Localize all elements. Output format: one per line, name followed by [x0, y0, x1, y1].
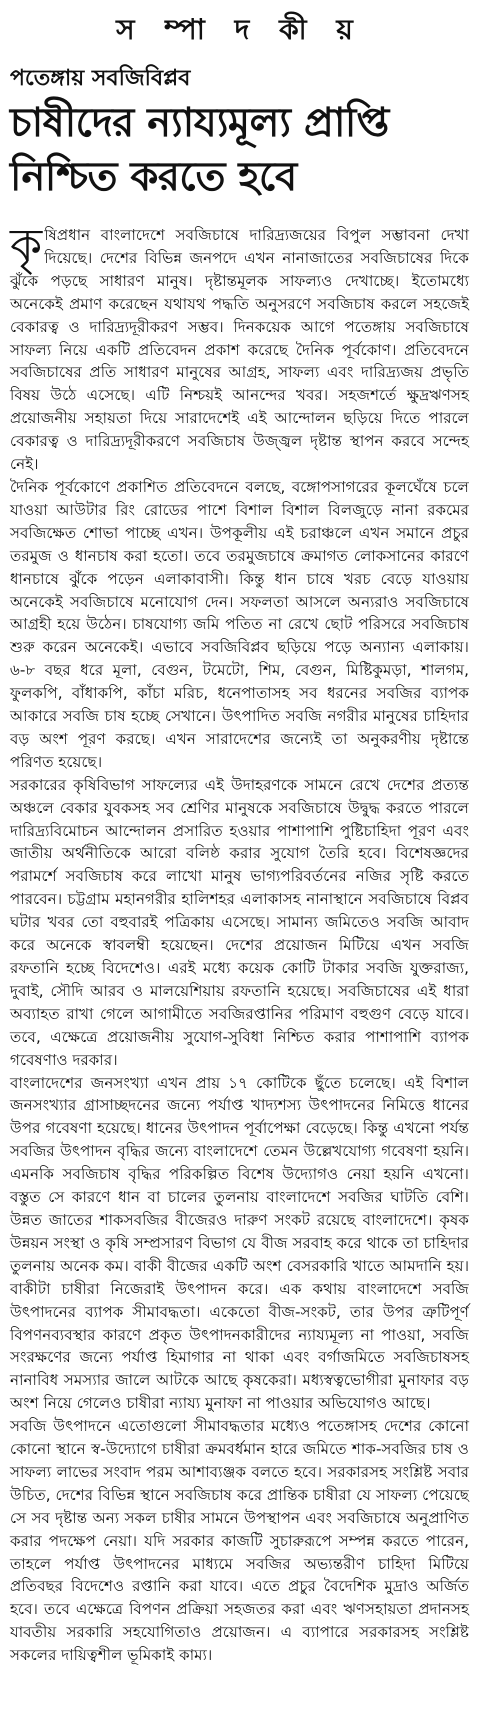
paragraph-1-text: ষিপ্রধান বাংলাদেশে সবজিচাষে দারিদ্র্যজয়ের বিপুল সম্ভাবনা দেখা দিয়েছে। দেশের বিভিন্ন জনপদে এখন নানাজাতের সবজিচাষের দিকে ঝুঁকে পড়ছে সাধারণ মানুষ। দৃষ্টান্তমূলক সাফল্যও দেখাচ্ছে। ইতোমধ্যে অনেকেই প্রমাণ করেছেন যথাযথ পদ্ধতি অনুসরণে সবজিচাষ করলে সহজেই বেকারত্ব ও দারিদ্র্যদূরীকরণ সম্ভব। দিনকয়েক আগে পতেঙ্গায় সবজিচাষে সাফল্য নিয়ে একটি প্রতিবেদন প্রকাশ করেছে দৈনিক পূর্বকোণ। প্রতিবেদনে সবজিচাষের প্রতি সাধারণ মানুষের আগ্রহ, সাফল্য এবং দারিদ্র্যজয় প্রভৃতি বিষয় উঠে এসেছে। এটি নিশ্চয়ই আনন্দের খবর। সহজশর্তে ক্ষুদ্রঋণসহ প্রয়োজনীয় সহায়তা দিয়ে সারাদেশেই এই আন্দোলন ছড়িয়ে দিতে পারলে বেকারত্ব ও দারিদ্র্যদূরীকরণে সবজিচাষ উজ্জ্বল দৃষ্টান্ত স্থাপন করবে সন্দেহ নেই। [10, 226, 469, 474]
section-title: স ম্পা দ কী য় [116, 13, 363, 46]
headline [10, 96, 469, 204]
drop-cap: কৃ [10, 218, 43, 272]
paragraph-5: সবজি উৎপাদনে এতোগুলো সীমাবদ্ধতার মধ্যেও পতেঙ্গাসহ দেশের কোনো কোনো স্থানে স্ব-উদ্যোগে চাষীরা ক্রমবর্ধমান হারে জমিতে শাক-সবজির চাষ ও সাফল্য লাভের সংবাদ পরম আশাব্যঞ্জক বলতে হবে। সরকারসহ সংশ্লিষ্ট সবার উচিত, দেশের বিভিন্ন স্থানে সবজিচাষ করে প্রান্তিক চাষীরা যে সাফল্য পেয়েছে সে সব দৃষ্টান্ত অন্য সকল চাষীর সামনে উপস্থাপন এবং সবজিচাষে অনুপ্রাণিত করার পদক্ষেপ নেয়া। যদি সরকার কাজটি সুচারুরূপে সম্পন্ন করতে পারেন, তাহলে পর্যাপ্ত উৎপাদনের মাধ্যমে সবজির অভ্যন্তরীণ চাহিদা মিটিয়ে প্রতিবছর বিদেশেও রপ্তানি করা যাবে। এতে প্রচুর বৈদেশিক মুদ্রাও অর্জিত হবে। তবে এক্ষেত্রে বিপণন প্রক্রিয়া সহজতর করা এবং ঋণসহায়তা প্রদানসহ যাবতীয় সরকারি সহযোগিতাও প্রয়োজন। এ ব্যাপারে সরকারসহ সংশ্লিষ্ট সকলের দায়িত্বশীল ভূমিকাই কাম্য। [10, 1417, 469, 1665]
kicker-subheading: পতেঙ্গায় সবজিবিপ্লব [10, 66, 191, 91]
headline-line-2: নিশ্চিত করতে হবে [10, 154, 297, 200]
headline-line-1: চাষীদের ন্যায্যমূল্য প্রাপ্তি [10, 100, 389, 146]
paragraph-3: সরকারের কৃষিবিভাগ সাফল্যের এই উদাহরণকে সামনে রেখে দেশের প্রত্যন্ত অঞ্চলে বেকার যুবকসহ সব শ্রেণির মানুষকে সবজিচাষে উদ্বুদ্ধ করতে পারলে দারিদ্র্যবিমোচন আন্দোলন প্রসারিত হওয়ার পাশাপাশি পুষ্টিচাহিদা পূরণ এবং জাতীয় অর্থনীতিকে আরো বলিষ্ঠ করার সুযোগ তৈরি হবে। বিশেষজ্ঞদের পরামর্শে সবজিচাষ করে লাখো মানুষ ভাগ্যপরিবর্তনের নজির সৃষ্টি করতে পারবেন। চট্টগ্রাম মহানগরীর হালিশহর এলাকাসহ নানাস্থানে সবজিচাষে বিপ্লব ঘটার খবর তো বহুবারই পত্রিকায় এসেছে। সামান্য জমিতেও সবজি আবাদ করে অনেকে স্বাবলম্বী হয়েছেন। দেশের প্রয়োজন মিটিয়ে এখন সবজি রফতানি হচ্ছে বিদেশেও। এরই মধ্যে কয়েক কোটি টাকার সবজি যুক্তরাজ্য, দুবাই, সৌদি আরব ও মালয়েশিয়ায় রফতানি হয়েছে। সবজিচাষের এই ধারা অব্যাহত রাখা গেলে আগামীতে সবজিরপ্তানির পরিমাণ বহুগুণ বেড়ে যাবে। তবে, এক্ষেত্রে প্রয়োজনীয় সুযোগ-সুবিধা নিশ্চিত করার পাশাপাশি ব্যাপক গবেষণাও দরকার। [10, 775, 469, 1069]
editorial-page [10, 0, 469, 1667]
paragraph-1 [10, 218, 469, 476]
article-body [10, 218, 469, 1667]
paragraph-2: দৈনিক পূর্বকোণে প্রকাশিত প্রতিবেদনে বলছে, বঙ্গোপসাগরের কূলঘেঁষে চলে যাওয়া আউটার রিং রোডের পাশে বিশাল বিশাল বিলজুড়ে নানা রকমের সবজিক্ষেত শোভা পাচ্ছে এখন। উপকূলীয় এই চরাঞ্চলে এখন সমানে প্রচুর তরমুজ ও ধানচাষ করা হতো। তবে তরমুজচাষে ক্রমাগত লোকসানের কারণে ধানচাষে ঝুঁকে পড়েন এলাকাবাসী। কিন্তু ধান চাষে খরচ বেড়ে যাওয়ায় অনেকেই সবজিচাষে মনোযোগ দেন। সফলতা আসলে অন্যরাও সবজিচাষে আগ্রহী হয়ে উঠেন। চাষযোগ্য জমি পতিত না রেখে ছোট পরিসরে সবজিচাষ শুরু করেন অনেকেই। এভাবে সবজিবিপ্লব ছড়িয়ে পড়ে অন্যান্য এলাকায়। ৬-৮ বছর ধরে মূলা, বেগুন, টমেটো, শিম, বেগুন, মিষ্টিকুমড়া, শালগম, ফুলকপি, বাঁধাকপি, কাঁচা মরিচ, ধনেপাতাসহ সব ধরনের সবজির ব্যাপক আকারে সবজি চাষ হচ্ছে সেখানে। উৎপাদিত সবজি নগরীর মানুষের চাহিদার বড় অংশ পূরণ করছে। এখন সারাদেশের জন্যেই তা অনুকরণীয় দৃষ্টান্তে পরিণত হয়েছে। [10, 477, 469, 771]
paragraph-4: বাংলাদেশের জনসংখ্যা এখন প্রায় ১৭ কোটিকে ছুঁতে চলেছে। এই বিশাল জনসংখ্যার গ্রাসাচ্ছদনের জন্যে পর্যাপ্ত খাদ্যশস্য উৎপাদনের নিমিত্তে ধানের উপর গবেষণা হয়েছে। ধানের উৎপাদন পূর্বাপেক্ষা বেড়েছে। কিন্তু এখনো পর্যন্ত সবজির উৎপাদন বৃদ্ধির জন্যে বাংলাদেশে তেমন উল্লেখযোগ্য গবেষণা হয়নি। এমনকি সবজিচাষ বৃদ্ধির পরিকল্পিত বিশেষ উদ্যোগও নেয়া হয়নি এখনো। বস্তুত সে কারণে ধান বা চালের তুলনায় বাংলাদেশে সবজির ঘাটতি বেশি। উন্নত জাতের শাকসবজির বীজেরও দারুণ সংকট রয়েছে বাংলাদেশে। কৃষক উন্নয়ন সংস্থা ও কৃষি সম্প্রসারণ বিভাগ যে বীজ সরবাহ করে থাকে তা চাহিদার তুলনায় অনেক কম। বাকী বীজের একটি অংশ বেসরকারি খাতে আমদানি হয়। বাকীটা চাষীরা নিজেরাই উৎপাদন করে। এক কথায় বাংলাদেশে সবজি উৎপাদনের ব্যাপক সীমাবদ্ধতা। একেতো বীজ-সংকট, তার উপর ত্রুটিপূর্ণ বিপণনব্যবস্থার কারণে প্রকৃত উৎপাদনকারীদের ন্যায্যমূল্য না পাওয়া, সবজি সংরক্ষণের জন্যে পর্যাপ্ত হিমাগার না থাকা এবং বর্গাজমিতে সবজিচাষসহ নানাবিধ সমস্যার জালে আটকে আছে কৃষকেরা। মধ্যস্বত্বভোগীরা মুনাফার বড় অংশ নিয়ে গেলেও চাষীরা ন্যায্য মুনাফা না পাওয়ার অভিযোগও আছে। [10, 1073, 469, 1413]
